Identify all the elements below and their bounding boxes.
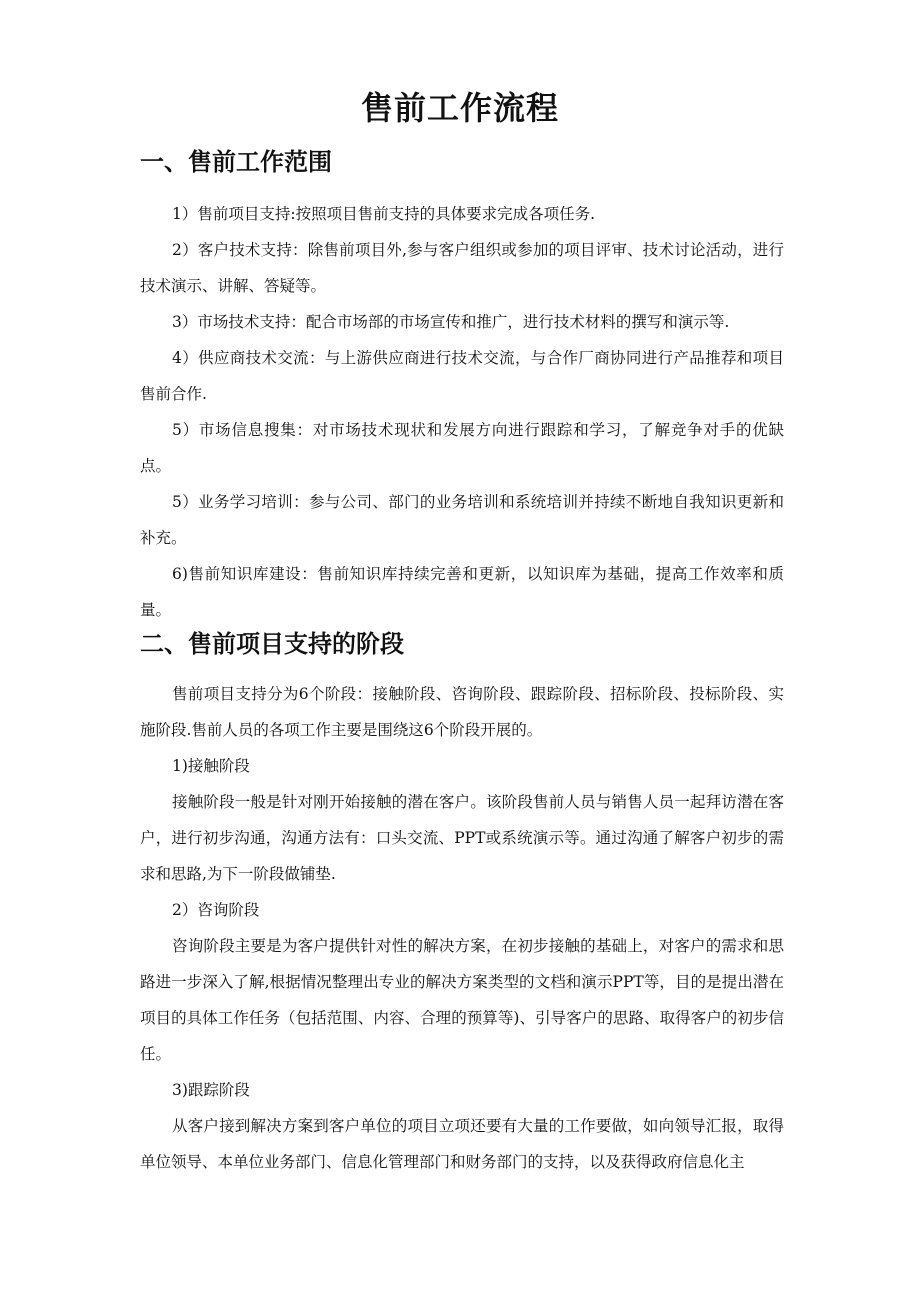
stages-intro: 售前项目支持分为6个阶段：接触阶段、咨询阶段、跟踪阶段、招标阶段、投标阶段、实施阶段.售前人员的各项工作主要是围绕这6个阶段开展的。 (140, 685, 784, 739)
scope-item-6: 5）业务学习培训：参与公司、部门的业务培训和系统培训并持续不断地自我知识更新和补充。 (140, 493, 784, 547)
section-2-heading: 二、售前项目支持的阶段 (140, 629, 404, 658)
scope-item-3: 3）市场技术支持：配合市场部的市场宣传和推广，进行技术材料的撰写和演示等. (172, 313, 730, 331)
scope-item-4: 4）供应商技术交流：与上游供应商进行技术交流，与合作厂商协同进行产品推荐和项目售前合作. (140, 349, 784, 403)
stage-1-text: 接触阶段一般是针对刚开始接触的潜在客户。该阶段售前人员与销售人员一起拜访潜在客户，进行初步沟通，沟通方法有：口头交流、PPT或系统演示等。通过沟通了解客户初步的需求和思路,为下一阶段做铺垫. (140, 793, 784, 883)
scope-item-1: 1）售前项目支持:按照项目售前支持的具体要求完成各项任务. (172, 205, 596, 223)
document-title: 售前工作流程 (360, 89, 559, 127)
scope-item-5: 5）市场信息搜集：对市场技术现状和发展方向进行跟踪和学习，了解竞争对手的优缺点。 (140, 421, 784, 475)
scope-item-2: 2）客户技术支持：除售前项目外,参与客户组织或参加的项目评审、技术讨论活动，进行技术演示、讲解、答疑等。 (140, 241, 784, 295)
section-1-heading: 一、售前工作范围 (140, 147, 332, 176)
stage-3-title: 3)跟踪阶段 (172, 1081, 250, 1099)
stage-2-text: 咨询阶段主要是为客户提供针对性的解决方案，在初步接触的基础上，对客户的需求和思路进一步深入了解,根据情况整理出专业的解决方案类型的文档和演示PPT等，目的是提出潜在项目的具体工作任务（包括范围、内容、合理的预算等)、引导客户的思路、取得客户的初步信任。 (140, 937, 784, 1063)
stage-2-title: 2）咨询阶段 (172, 901, 260, 919)
stage-1-title: 1)接触阶段 (172, 757, 250, 775)
stage-3-text: 从客户接到解决方案到客户单位的项目立项还要有大量的工作要做，如向领导汇报，取得单位领导、本单位业务部门、信息化管理部门和财务部门的支持，以及获得政府信息化主 (140, 1117, 784, 1171)
scope-item-7: 6)售前知识库建设：售前知识库持续完善和更新，以知识库为基础，提高工作效率和质量。 (140, 565, 784, 619)
